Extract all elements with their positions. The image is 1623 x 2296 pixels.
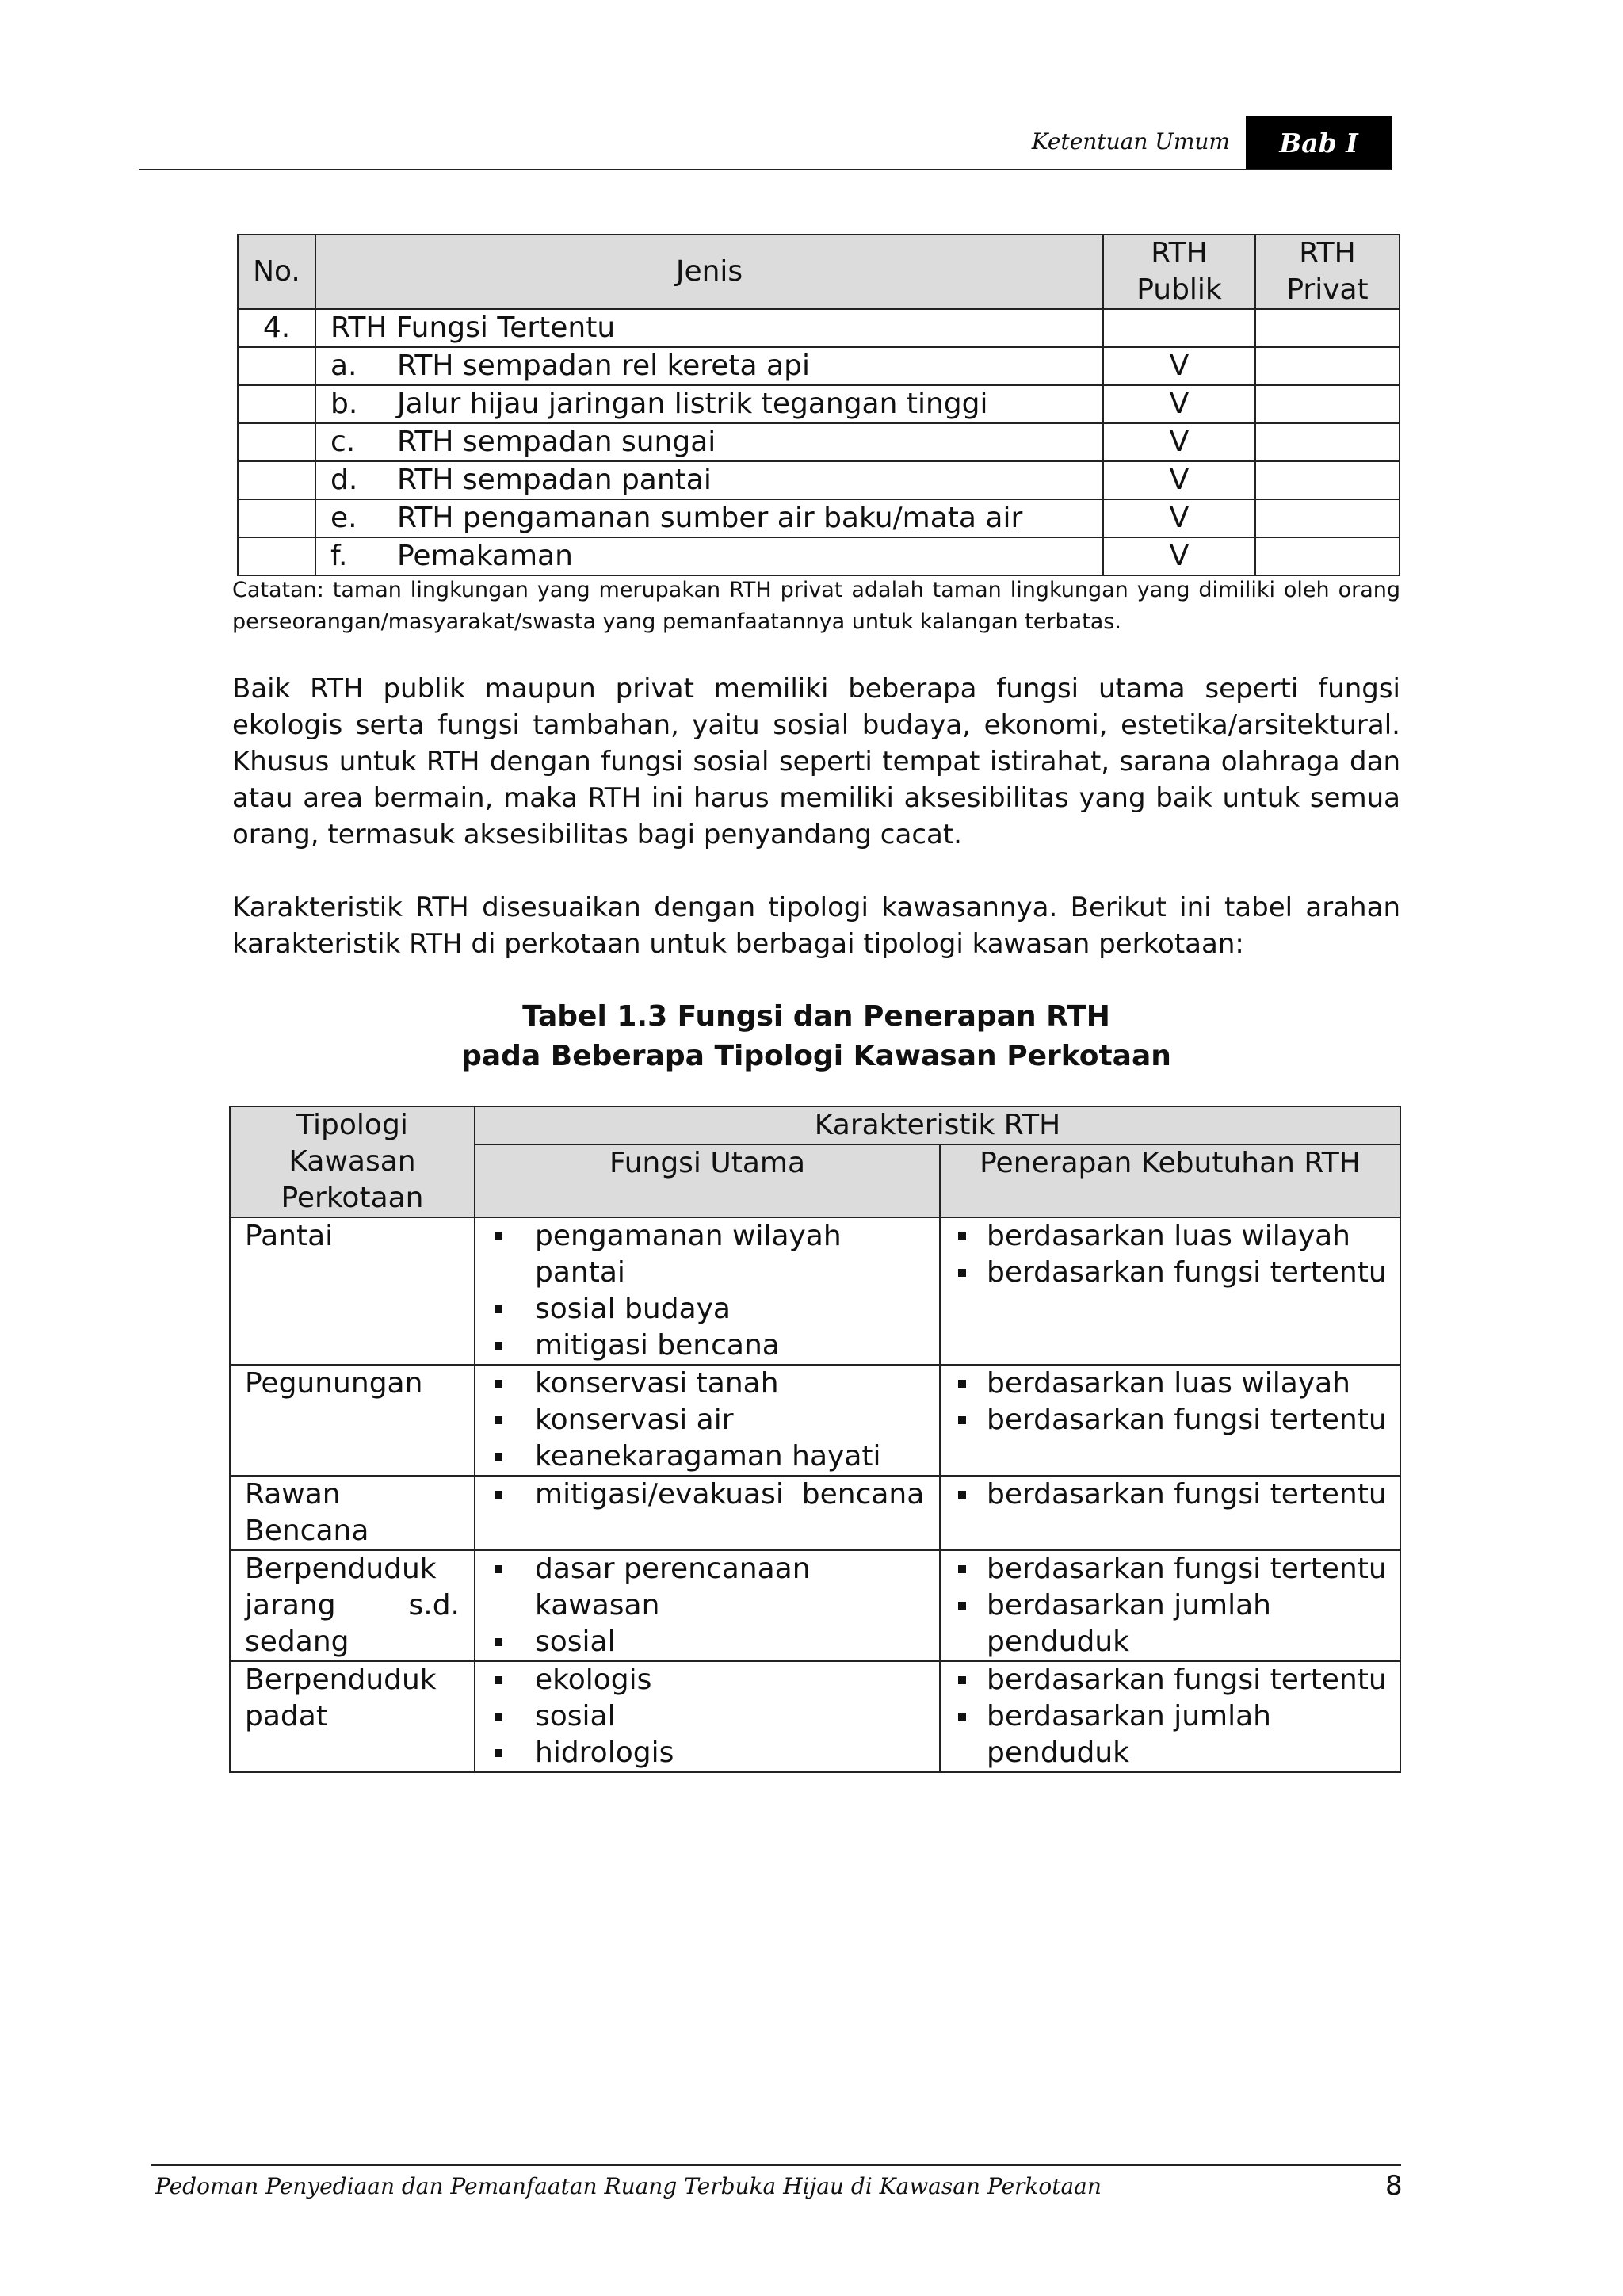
item-letter: e. (330, 502, 357, 534)
item-text: berdasarkan luas wilayah (987, 1367, 1350, 1400)
cell-penerapan (940, 1217, 1400, 1365)
body-paragraph: Karakteristik RTH disesuaikan dengan tipologi kawasannya. Berikut ini tabel arahan karakteristik RTH di perkotaan untuk berbagai tipologi kawasan perkotaan: (232, 892, 1400, 960)
cell-tipologi (230, 1550, 475, 1661)
header-tipologi-line: Tipologi (296, 1109, 408, 1141)
table-row (238, 385, 1400, 423)
bullet-icon (495, 1676, 502, 1684)
cell-blank (238, 461, 315, 499)
cell-fungsi (475, 1476, 940, 1550)
cell-penerapan (940, 1365, 1400, 1476)
cell-tipologi (230, 1476, 475, 1550)
list-item (475, 1366, 939, 1402)
cell-publik: V (1103, 385, 1255, 423)
cell-publik (1103, 309, 1255, 347)
tipologi-text: s.d. (408, 1589, 460, 1622)
tipologi-text: sedang (245, 1626, 349, 1658)
bullet-icon (958, 1713, 966, 1721)
footer-divider (151, 2164, 1401, 2166)
bullet-icon (958, 1380, 966, 1388)
cell-jenis (315, 461, 1103, 499)
item-label: Pemakaman (397, 540, 573, 572)
item-text: keanekaragaman hayati (535, 1440, 881, 1473)
caption-line: Tabel 1.3 Fungsi dan Penerapan RTH (522, 1000, 1110, 1033)
item-text: dasar perencanaan kawasan (535, 1553, 811, 1622)
tipologi-text: padat (245, 1700, 327, 1733)
header-tipologi-line: Perkotaan (281, 1182, 424, 1214)
bullet-icon (958, 1232, 966, 1240)
item-text: berdasarkan jumlah penduduk (987, 1589, 1271, 1658)
group-number: 4. (238, 309, 315, 347)
cell-privat (1255, 347, 1400, 385)
item-label: RTH pengamanan sumber air baku/mata air (397, 502, 1023, 534)
tipologi-text: Pegunungan (245, 1367, 423, 1400)
cell-penerapan (940, 1661, 1400, 1772)
bullet-icon (495, 1342, 502, 1350)
header-karakteristik: Karakteristik RTH (475, 1106, 1400, 1144)
cell-privat (1255, 309, 1400, 347)
bullet-icon (495, 1305, 502, 1313)
item-text: ekologis (535, 1664, 652, 1696)
cell-jenis (315, 537, 1103, 575)
list-item (475, 1291, 939, 1328)
list-item (475, 1218, 939, 1291)
list-item (475, 1477, 939, 1513)
bullet-icon (958, 1416, 966, 1424)
header-chapter-badge: Bab I (1246, 116, 1392, 170)
header-rth-privat: RTH Privat (1255, 235, 1400, 309)
cell-publik: V (1103, 537, 1255, 575)
footer-title: Pedoman Penyediaan dan Pemanfaatan Ruang Terbuka Hijau di Kawasan Perkotaan (155, 2173, 1102, 2199)
header-penerapan: Penerapan Kebutuhan RTH (940, 1144, 1400, 1217)
cell-blank (238, 499, 315, 537)
cell-privat (1255, 461, 1400, 499)
bullet-icon (495, 1749, 502, 1757)
cell-blank (238, 385, 315, 423)
cell-privat (1255, 385, 1400, 423)
item-text: berdasarkan luas wilayah (987, 1220, 1350, 1252)
header-jenis: Jenis (315, 235, 1103, 309)
header-tipologi-line: Kawasan (288, 1145, 416, 1178)
item-label: RTH sempadan sungai (397, 426, 716, 458)
item-letter: d. (330, 464, 358, 496)
item-text: sosial (535, 1700, 616, 1733)
bullet-icon (958, 1565, 966, 1573)
header-rth-publik: RTH Publik (1103, 235, 1255, 309)
item-text: mitigasi bencana (535, 1329, 780, 1362)
list-item (475, 1438, 939, 1475)
item-label: RTH sempadan rel kereta api (397, 350, 810, 382)
cell-fungsi (475, 1661, 940, 1772)
list-item (475, 1735, 939, 1771)
list-item (475, 1551, 939, 1624)
item-text: berdasarkan fungsi tertentu (987, 1553, 1387, 1585)
table-row (230, 1217, 1400, 1365)
item-text: mitigasi/evakuasi bencana (535, 1478, 925, 1511)
header-section-title: Ketentuan Umum (1031, 128, 1230, 155)
item-text: berdasarkan fungsi tertentu (987, 1256, 1387, 1289)
bullet-icon (495, 1380, 502, 1388)
header-fungsi-utama: Fungsi Utama (475, 1144, 940, 1217)
list-item (475, 1328, 939, 1364)
item-letter: c. (330, 426, 356, 458)
table-row (238, 499, 1400, 537)
item-letter: f. (330, 540, 348, 572)
list-item (941, 1698, 1400, 1771)
list-item (475, 1624, 939, 1660)
cell-tipologi (230, 1217, 475, 1365)
cell-jenis (315, 499, 1103, 537)
table-header-row (238, 235, 1400, 309)
cell-privat (1255, 499, 1400, 537)
bullet-icon (495, 1232, 502, 1240)
item-text: berdasarkan fungsi tertentu (987, 1404, 1387, 1436)
tipologi-text: jarang (245, 1589, 336, 1622)
bullet-icon (495, 1638, 502, 1646)
cell-jenis (315, 385, 1103, 423)
item-letter: a. (330, 350, 357, 382)
bullet-icon (958, 1491, 966, 1499)
bullet-icon (958, 1602, 966, 1610)
item-text: pengamanan wilayah pantai (535, 1220, 842, 1289)
bullet-icon (495, 1416, 502, 1424)
page-number: 8 (1385, 2170, 1403, 2202)
item-text: konservasi air (535, 1404, 734, 1436)
item-text: konservasi tanah (535, 1367, 779, 1400)
list-item (941, 1255, 1400, 1291)
list-item (941, 1662, 1400, 1698)
bullet-icon (495, 1713, 502, 1721)
bullet-icon (958, 1269, 966, 1277)
cell-jenis (315, 347, 1103, 385)
rth-typology-table (229, 1106, 1401, 1773)
cell-publik: V (1103, 423, 1255, 461)
cell-privat (1255, 423, 1400, 461)
tipologi-text: Pantai (245, 1220, 334, 1252)
tipologi-text: Berpenduduk (245, 1664, 437, 1696)
cell-jenis (315, 423, 1103, 461)
rth-type-table (237, 234, 1400, 576)
header-divider (139, 169, 1391, 170)
table-note: Catatan: taman lingkungan yang merupakan RTH privat adalah taman lingkungan yang dimiliki oleh orang perseorangan/masyarakat/swasta yang pemanfaatannya untuk kalangan terbatas. (232, 578, 1400, 634)
item-text: berdasarkan fungsi tertentu (987, 1478, 1387, 1511)
table-row (238, 461, 1400, 499)
cell-tipologi (230, 1661, 475, 1772)
table-row (230, 1365, 1400, 1476)
list-item (475, 1402, 939, 1438)
item-text: sosial (535, 1626, 616, 1658)
cell-fungsi (475, 1365, 940, 1476)
header-no: No. (238, 235, 315, 309)
tipologi-text: Berpenduduk (245, 1553, 437, 1585)
table-row (230, 1661, 1400, 1772)
cell-fungsi (475, 1217, 940, 1365)
table-row (230, 1476, 1400, 1550)
item-text: berdasarkan fungsi tertentu (987, 1664, 1387, 1696)
list-item (941, 1402, 1400, 1438)
item-text: sosial budaya (535, 1293, 731, 1325)
body-paragraph: Baik RTH publik maupun privat memiliki beberapa fungsi utama seperti fungsi ekologis serta fungsi tambahan, yaitu sosial budaya, ekonomi, estetika/arsitektural. Khusus untuk RTH dengan fungsi sosial seperti tempat istirahat, sarana olahraga dan atau area bermain, maka RTH ini harus memiliki aksesibilitas yang baik untuk semua orang, termasuk aksesibilitas bagi penyandang cacat. (232, 673, 1400, 850)
caption-line: pada Beberapa Tipologi Kawasan Perkotaan (461, 1040, 1171, 1072)
item-text: berdasarkan jumlah penduduk (987, 1700, 1271, 1769)
list-item (941, 1587, 1400, 1660)
tipologi-text: Rawan Bencana (245, 1478, 369, 1547)
bullet-icon (958, 1676, 966, 1684)
item-label: Jalur hijau jaringan listrik tegangan tinggi (397, 388, 988, 420)
cell-penerapan (940, 1476, 1400, 1550)
tipologi-justified-line (245, 1587, 460, 1624)
cell-privat (1255, 537, 1400, 575)
item-text: hidrologis (535, 1736, 674, 1769)
bullet-icon (495, 1491, 502, 1499)
cell-publik: V (1103, 347, 1255, 385)
cell-publik: V (1103, 461, 1255, 499)
group-label: RTH Fungsi Tertentu (315, 309, 1103, 347)
list-item (475, 1698, 939, 1735)
list-item (941, 1218, 1400, 1255)
cell-penerapan (940, 1550, 1400, 1661)
table-row (238, 423, 1400, 461)
list-item (941, 1551, 1400, 1587)
bullet-icon (495, 1453, 502, 1461)
cell-fungsi (475, 1550, 940, 1661)
list-item (941, 1477, 1400, 1513)
bullet-icon (495, 1565, 502, 1573)
list-item (475, 1662, 939, 1698)
cell-blank (238, 423, 315, 461)
table-row (238, 537, 1400, 575)
cell-blank (238, 347, 315, 385)
table-caption (232, 997, 1400, 1076)
table-row (238, 309, 1400, 347)
cell-publik: V (1103, 499, 1255, 537)
item-label: RTH sempadan pantai (397, 464, 712, 496)
item-letter: b. (330, 388, 358, 420)
table-row (238, 347, 1400, 385)
cell-blank (238, 537, 315, 575)
cell-tipologi (230, 1365, 475, 1476)
table-row (230, 1550, 1400, 1661)
list-item (941, 1366, 1400, 1402)
header-tipologi (230, 1106, 475, 1217)
table-header-row (230, 1106, 1400, 1144)
